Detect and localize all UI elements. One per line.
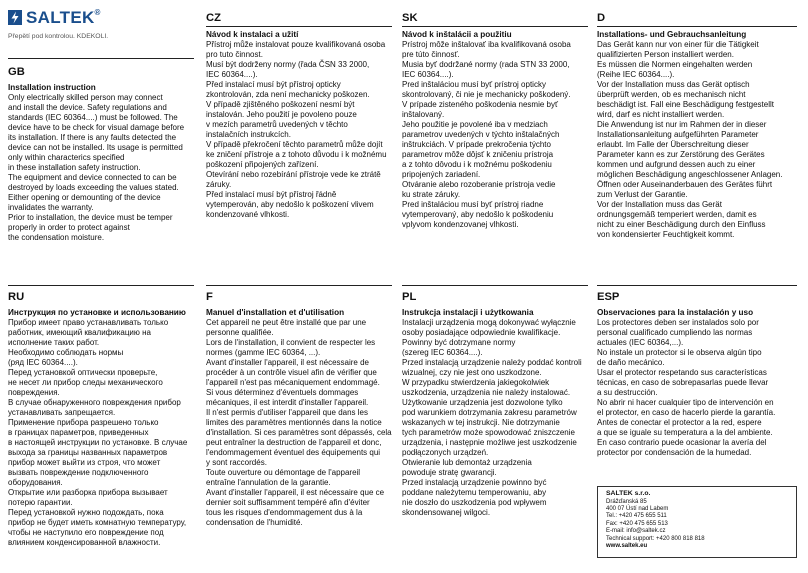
section-f: [206, 291, 392, 528]
language-code: GB: [8, 66, 25, 78]
address-tel: Tel.: +420 475 655 511: [606, 513, 667, 520]
saltek-logo: [8, 8, 208, 54]
section-gb: [8, 66, 194, 243]
address-support: Technical support: +420 800 818 818: [606, 535, 705, 542]
section-title: Návod k inštalácii a použitiu: [402, 30, 512, 39]
section-title: Manuel d'installation et d'utilisation: [206, 308, 345, 317]
section-title: Инструкция по установке и использованию: [8, 308, 186, 317]
logo-tagline: Přepětí pod kontrolou. KDEKOLI.: [8, 33, 109, 40]
company-address-box: [597, 486, 797, 558]
section-esp: [597, 291, 802, 458]
section-title: Návod k instalaci a užití: [206, 30, 299, 39]
address-city: 400 07 Ústí nad Labem: [606, 506, 669, 512]
language-code: RU: [8, 291, 25, 303]
section-text: Přístroj může instalovat pouze kvalifikovaná osoba pro tuto činnost. Musí být dodrženy normy (řada ČSN 33 2000, IEC 60364....). Před instalací musí být přístroj opticky zkontrolován, zda není mechanicky poškozen. V případě zjištěného poškození nesmí být instalován. Jeho použití je povoleno pouze v mezích parametrů uvedených v těchto instalačních instrukcích. V případě překročení těchto parametrů může dojít ke zničení přístroje a z tohoto důvodu i k možnému poškození připojených zařízení. Otevírání nebo rozebírání přístroje vede ke ztrátě záruky. Před instalací musí být přístroj řádně vytemperován, aby nedošlo k poškození vlivem kondenzované vlhkosti.: [206, 40, 387, 219]
divider-gb: [8, 58, 194, 59]
section-sk: [402, 12, 588, 230]
section-text: Los protectores deben ser instalados solo por personal cualificado cumpliendo las normas actuales (IEC 60364,...). No instale un protector si le observa algún tipo de daño mecánico. Usar el protector respetando sus características técnicas, en caso de sobrepasarlas puede llevar a su destrucción. No abrir ni hacer cualquier tipo de intervención en el protector, en caso de hacerlo pierde la garantía. Antes de conectar el protector a la red, espere a que se iguale su temperatura a la del ambiente. En caso contrario puede ocasionar la avería del protector por condensación de la humedad.: [597, 318, 776, 457]
address-web: www.saltek.eu: [606, 543, 648, 550]
logo-wordmark: SALTEK®: [26, 8, 101, 27]
section-text: Прибор имеет право устанавливать только работник, имеющий квалификацию на исполнение таких работ. Необходимо соблюдать нормы (ряд IEC 60364....). Перед установкой оптически проверьте, не несет ли прибор следы механического повреждения. В случае обнаруженного повреждения прибор устанавливать запрещается. Применение прибора разрешено только в границах параметров, приведенных в настоящей инструкции по установке. В случае выхода за границы названных параметров прибор может выйти из строя, что может вызвать повреждение подключенного оборудования. Открытие или разборка прибора вызывает потерю гарантии. Перед установкой нужно подождать, пока прибор не будет иметь комнатную температуру, чтобы не наступило его повреждение под влиянием конденсированной влажности.: [8, 318, 188, 547]
language-code: CZ: [206, 12, 221, 24]
divider-pl: [402, 285, 588, 286]
language-code: ESP: [597, 291, 620, 303]
section-pl: [402, 291, 588, 518]
section-cz: [206, 12, 392, 220]
section-d: [597, 12, 802, 240]
divider-esp: [597, 285, 797, 286]
company-name: SALTEK s.r.o.: [606, 490, 651, 497]
section-text: Instalacji urządzenia mogą dokonywać wyłącznie osoby posiadające odpowiednie kwalifikacje. Powinny być dotrzymane normy (szereg IEC 60364....). Przed instalacją urządzenie należy poddać kontroli wizualnej, czy nie jest ono uszkodzone. W przypadku stwierdzenia jakiegokolwiek uszkodzenia, urządzenia nie należy instalować. Użytkowanie urządzenia jest dozwolone tylko pod warunkiem dotrzymania zakresu parametrów wskazanych w tej instrukcji. Nie dotrzymanie tych parametrów może spowodować zniszczenie urządzenia, i następnie możliwe jest uszkodzenie podłączonych urządzeń. Otwieranie lub demontaż urządzenia powoduje stratę gwarancji. Przed instalacją urządzenie powinno być poddane należytemu temperowaniu, aby nie doszło do uszkodzenia pod wpływem skondensowanej wilgoci.: [402, 318, 582, 517]
divider-ru: [8, 285, 194, 286]
section-ru: [8, 291, 194, 548]
address-email: E-mail: info@saltek.cz: [606, 528, 666, 535]
section-text: Cet appareil ne peut être installé que par une personne qualifiée. Lors de l'installation, il convient de respecter les normes (gamme IEC 60364, ...). Avant d'installer l'appareil, il est nécessaire de procéder à un contrôle visuel afin de vérifier que l'appareil n'est pas mécaniquement endommagé. Si vous déterminez d'éventuels dommages mécaniques, il est interdit d'installer l'appareil. Il n'est permis d'utiliser l'appareil que dans les limites des paramètres mentionnés dans la notice d'installation. Si ces paramètres sont dépassés, cela peut entraîner la destruction de l'appareil et donc, l'endommagement éventuel des équipements qui y sont raccordés. Toute ouverture ou démontage de l'appareil entraîne l'annulation de la garantie. Avant d'installer l'appareil, il est nécessaire que ce dernier soit suffisamment tempéré afin d'éviter tous les risques d'endommagement dus à la condensation de l'humidité.: [206, 318, 392, 527]
saltek-logo-icon: [8, 10, 22, 25]
language-code: SK: [402, 12, 418, 24]
address-street: Drážďanská 85: [606, 498, 647, 505]
section-title: Installation instruction: [8, 83, 96, 92]
section-text: Prístroj môže inštalovať iba kvalifikovaná osoba pre túto činnosť. Musia byť dodržané normy (rada STN 33 2000, IEC 60364....). Pred inštaláciou musí byť prístroj opticky skontrolovaný, či nie je mechanicky poškodený. V prípade zisteného poškodenia nesmie byť inštalovaný. Jeho použitie je povolené iba v medziach parametrov uvedených v týchto inštalačných inštrukciách. V prípade prekročenia týchto parametrov môže dôjsť k zničeniu prístroja a z tohto dôvodu i k možnému poškodeniu pripojených zariadení. Otváranie alebo rozoberanie prístroja vedie ku strate záruky. Pred inštaláciou musí byť prístroj riadne vytemperovaný, aby nedošlo k poškodeniu vplyvom kondenzovanej vlhkosti.: [402, 40, 571, 229]
address-fax: Fax: +420 475 655 513: [606, 520, 668, 527]
language-code: F: [206, 291, 213, 303]
section-title: Observaciones para la instalación y uso: [597, 308, 754, 317]
section-title: Instrukcja instalacji i użytkowania: [402, 308, 534, 317]
language-code: PL: [402, 291, 417, 303]
divider-f: [206, 285, 392, 286]
language-code: D: [597, 12, 606, 24]
section-text: Das Gerät kann nur von einer für die Tätigkeit qualifizierten Person installiert werden. Es müssen die Normen eingehalten werden (Reihe IEC 60364....). Vor der Installation muss das Gerät optisch überprüft werden, ob es mechanisch nicht beschädigt ist. Fall eine Beschädigung festgestellt wird, darf es nicht installiert werden. Die Anwendung ist nur im Rahmen der in dieser Installationsanleitung aufgeführten Parameter erlaubt. Im Falle der Überschreitung dieser Parameter kann es zur Zerstörung des Gerätes kommen und aufgrund dessen auch zu einer möglichen Beschädigung angeschlossener Anlagen. Öffnen oder Auseinanderbauen des Gerätes führt zum Verlust der Garantie. Vor der Installation muss das Gerät ordnungsgemäß temperiert werden, damit es nicht zu einer Beschädigung durch den Einfluss von kondensierter Feuchtigkeit kommt.: [597, 40, 783, 239]
section-text: Only electrically skilled person may connect and install the device. Safety regulations and standards (IEC 60364....) must be followed. The device have to be check for visual damage before its installation. If there is any faults detected the device can not be installed. Its usage is permitted only within characterics specified in these installation safety instruction. The equipment and device connected to can be destroyed by loads exceeding the values stated. Either opening or demounting of the device invalidates the warranty. Prior to installation, the device must be temper properly in order to protect against the condensation moisture.: [8, 93, 185, 242]
section-title: Installations- und Gebrauchsanleitung: [597, 30, 747, 39]
